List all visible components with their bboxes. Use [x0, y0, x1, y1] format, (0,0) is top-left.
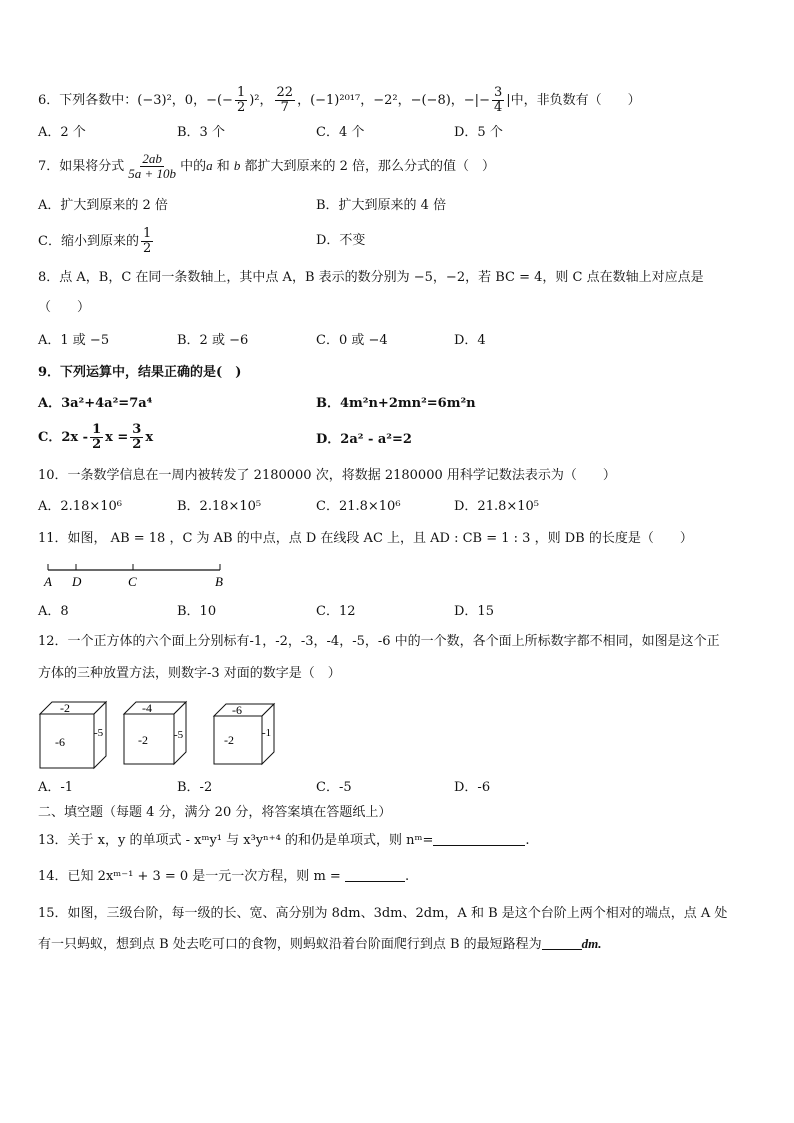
q9-option-c: C．2x - $\frac{1}{2}$ x = $\frac{3}{2}$ x: [38, 422, 154, 452]
q10-stem: 10．一条数学信息在一周内被转发了 2180000 次，将数据 2180000 用科学记数法表示为（ ）: [38, 468, 616, 483]
cube-1: [40, 701, 106, 768]
label-b: B: [215, 574, 223, 589]
cube-3-front: -2: [224, 733, 234, 747]
q6-prefix: 6．下列各数中：: [38, 93, 138, 108]
q10-option-b: B．2.18×10⁵: [177, 499, 262, 514]
q10-option-a: A．2.18×10⁶: [38, 499, 122, 514]
section-2-heading: 二、填空题（每题 4 分，满分 20 分，将答案填在答题纸上）: [38, 805, 392, 820]
q12-option-a: A．-1: [38, 780, 74, 795]
q14-answer-blank[interactable]: [345, 881, 405, 882]
q12-stem: 12．一个正方体的六个面上分别标有-1，-2，-3，-4，-5，-6 中的一个数，各个面上所标数字都不相同，如图是这个正: [38, 634, 720, 649]
q13-stem: 13．关于 x，y 的单项式 - xᵐy¹ 与 x³yⁿ⁺⁴ 的和仍是单项式，则 nᵐ= .: [38, 833, 530, 848]
q6-frac-1: $\frac{1}{2}$: [236, 85, 246, 115]
q11-option-d: D．15: [454, 604, 494, 619]
cube-3-top: -6: [232, 703, 242, 717]
q6-option-a: A．2 个: [38, 125, 86, 140]
q6-option-d: D．5 个: [454, 125, 503, 140]
cube-1-top: -2: [60, 701, 70, 715]
label-c: C: [128, 574, 137, 589]
q8-option-d: D．4: [454, 333, 486, 348]
q10-option-d: D．21.8×10⁵: [454, 499, 540, 514]
label-d: D: [72, 574, 82, 589]
q12-stem-2: 方体的三种放置方法，则数字-3 对面的数字是（ ）: [38, 666, 341, 681]
q15-stem: 15．如图，三级台阶，每一级的长、宽、高分别为 8dm、3dm、2dm，A 和 B 是这个台阶上两个相对的端点，点 A 处: [38, 906, 728, 921]
q11-option-c: C．12: [316, 604, 356, 619]
q11-stem: 11．如图， AB = 18 ，C 为 AB 的中点，点 D 在线段 AC 上，且 AD : CB = 1 : 3 ，则 DB 的长度是（ ）: [38, 531, 693, 546]
cube-2: [124, 701, 186, 764]
q13-answer-blank[interactable]: [433, 845, 525, 846]
q14-stem: 14．已知 2xᵐ⁻¹ + 3 = 0 是一元一次方程，则 m = .: [38, 869, 410, 884]
q7-option-b: B．扩大到原来的 4 倍: [316, 198, 447, 213]
q11-line-segment-figure: [38, 562, 238, 592]
q7-option-d: D．不变: [316, 233, 366, 248]
q12-option-d: D．-6: [454, 780, 491, 795]
q12-cubes-figure: [34, 700, 284, 770]
cube-1-side: -5: [94, 727, 104, 739]
cube-2-side: -5: [174, 729, 184, 741]
q9-stem: 9．下列运算中，结果正确的是( ): [38, 365, 242, 380]
cube-3-side: -1: [262, 727, 272, 739]
q11-option-b: B．10: [177, 604, 217, 619]
q9-option-d: D．2a² - a²=2: [316, 432, 412, 447]
q7-stem: 7．如果将分式 $\frac{2ab}{5a + 10b}$ 中的a 和 b 都扩大到原来的 2 倍，那么分式的值（ ）: [38, 151, 496, 181]
q6-frac-3: $\frac{3}{4}$: [493, 85, 503, 115]
q8-option-b: B．2 或 −6: [177, 333, 249, 348]
q8-stem: 8．点 A，B，C 在同一条数轴上，其中点 A，B 表示的数分别为 −5，−2，若 BC = 4，则 C 点在数轴上对应点是: [38, 270, 704, 285]
q6-frac-2: $\frac{22}{7}$: [276, 85, 294, 115]
cube-1-front: -6: [55, 735, 65, 749]
q15-stem-2: 有一只蚂蚁，想到点 B 处去吃可口的食物，则蚂蚁沿着台阶面爬行到点 B 的最短路程为 dm.: [38, 936, 602, 952]
q7-option-a: A．扩大到原来的 2 倍: [38, 198, 168, 213]
q6-option-c: C．4 个: [316, 125, 365, 140]
q6-term-1: (−3)²，0，−(−: [137, 93, 233, 108]
q12-option-b: B．-2: [177, 780, 213, 795]
q6-stem: 6．下列各数中：(−3)²，0，−(− $\frac{1}{2}$ )²， $\frac{22}{7}$ ，(−1)²⁰¹⁷，−2²，−(−8)，−|− $\frac{3}{4}$ |中，非负数有（ ）: [38, 85, 641, 115]
label-a: A: [44, 574, 52, 589]
q15-answer-blank[interactable]: [542, 949, 582, 950]
q8-stem-2: （ ）: [38, 300, 91, 315]
q9-option-a: A．3a²+4a²=7a⁴: [38, 396, 153, 411]
cube-3: [214, 703, 274, 764]
q8-option-c: C．0 或 −4: [316, 333, 388, 348]
q9-option-b: B．4m²n+2mn²=6m²n: [316, 396, 476, 411]
q10-option-c: C．21.8×10⁶: [316, 499, 401, 514]
q7-fraction: $\frac{2ab}{5a + 10b}$: [128, 151, 177, 181]
cube-2-front: -2: [138, 733, 148, 747]
q6-option-b: B．3 个: [177, 125, 225, 140]
q11-option-a: A．8: [38, 604, 69, 619]
q12-option-c: C．-5: [316, 780, 352, 795]
q7-option-c: C．缩小到原来的 $\frac{1}{2}$: [38, 226, 152, 256]
q8-option-a: A．1 或 −5: [38, 333, 110, 348]
cube-2-top: -4: [142, 701, 152, 715]
